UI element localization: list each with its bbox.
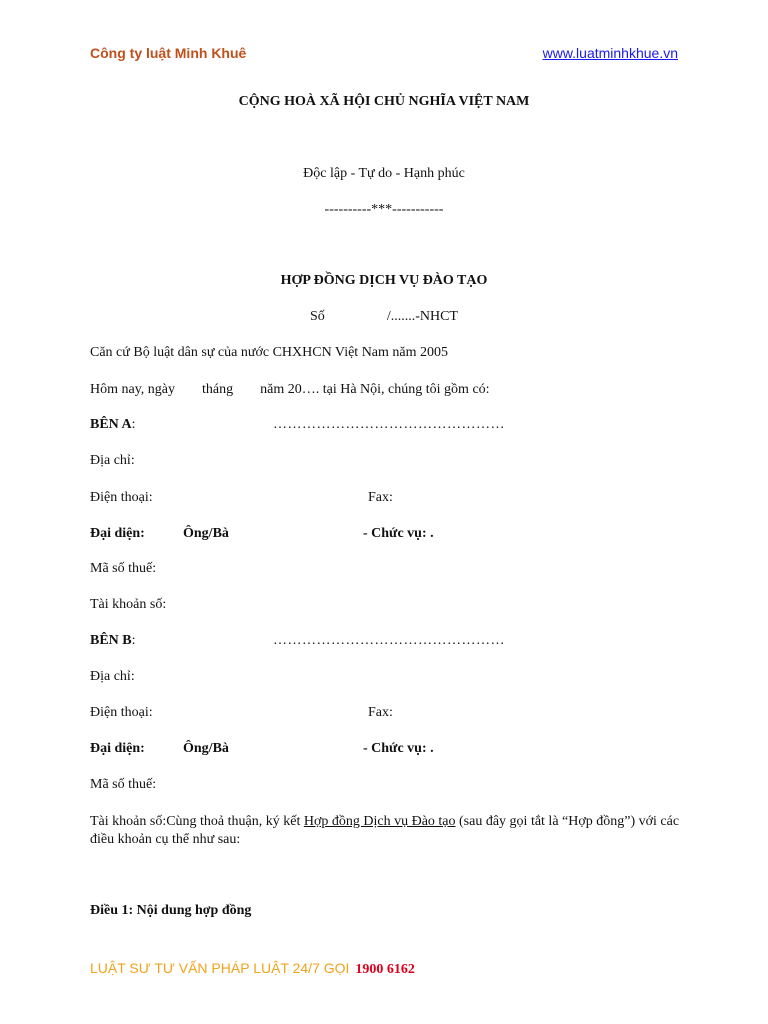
number-suffix: /.......-NHCT xyxy=(386,309,458,324)
date-year-place: năm 20…. tại Hà Nội, chúng tôi gồm có: xyxy=(260,382,490,397)
separator: ----------***----------- xyxy=(324,202,444,217)
party-b-dots: ………………………………………… xyxy=(273,633,505,648)
website-link[interactable]: www.luatminhkhue.vn xyxy=(542,45,678,61)
date-line xyxy=(90,382,490,398)
article-1-heading: Điều 1: Nội dung hợp đồng xyxy=(90,903,252,918)
footer-text: LUẬT SƯ TƯ VẤN PHÁP LUẬT 24/7 GỌI xyxy=(90,960,350,976)
party-a-phone: Điện thoại: xyxy=(90,490,153,505)
party-a-row xyxy=(90,417,690,433)
legal-basis: Căn cứ Bộ luật dân sự của nước CHXHCN Việt Nam năm 2005 xyxy=(90,345,449,360)
footer-hotline xyxy=(90,960,415,978)
contract-title: HỢP ĐỒNG DỊCH VỤ ĐÀO TẠO xyxy=(280,273,488,288)
party-a-rep-name: Ông/Bà xyxy=(183,526,229,541)
nation-title: CỘNG HOÀ XÃ HỘI CHỦ NGHĨA VIỆT NAM xyxy=(238,94,530,109)
party-b-fax: Fax: xyxy=(368,705,393,720)
footer-phone[interactable]: 1900 6162 xyxy=(355,962,415,977)
party-a-phone-row xyxy=(90,490,690,506)
party-a-dots: ………………………………………… xyxy=(273,417,505,432)
party-a-rep-label: Đại diện: xyxy=(90,526,145,541)
party-b-rep-row xyxy=(90,741,690,757)
party-a-colon: : xyxy=(131,417,136,432)
date-day: Hôm nay, ngày xyxy=(90,382,176,397)
party-b-rep-name: Ông/Bà xyxy=(183,741,229,756)
party-a-tax: Mã số thuế: xyxy=(90,561,157,576)
party-b-address: Địa chỉ: xyxy=(90,669,135,684)
agreement-post: (sau đây gọi tắt là “Hợp đồng”) với các điều khoản cụ thể như sau: xyxy=(90,814,680,847)
contract-link[interactable]: Hợp đồng Dịch vụ Đào tạo xyxy=(303,814,456,829)
party-b-rep-label: Đại diện: xyxy=(90,741,145,756)
party-a-position: - Chức vụ: . xyxy=(363,526,434,541)
party-b-colon: : xyxy=(131,633,136,648)
number-label: Số xyxy=(310,309,325,324)
company-name: Công ty luật Minh Khuê xyxy=(90,45,247,61)
party-a-fax: Fax: xyxy=(368,490,393,505)
date-month: tháng xyxy=(202,382,234,397)
party-b-row xyxy=(90,633,690,649)
party-a-rep-row xyxy=(90,526,690,542)
party-a-address: Địa chỉ: xyxy=(90,453,135,468)
party-a-label: BÊN A xyxy=(90,417,132,432)
party-b-position: - Chức vụ: . xyxy=(363,741,434,756)
contract-number xyxy=(0,309,768,325)
party-a-account: Tài khoản số: xyxy=(90,597,167,612)
party-b-tax: Mã số thuế: xyxy=(90,777,157,792)
agreement-paragraph xyxy=(90,813,690,849)
party-b-phone: Điện thoại: xyxy=(90,705,153,720)
party-b-label: BÊN B xyxy=(90,633,132,648)
agreement-pre: Tài khoản số:Cùng thoả thuận, ký kết xyxy=(90,814,304,829)
party-b-phone-row xyxy=(90,705,690,721)
motto: Độc lập - Tự do - Hạnh phúc xyxy=(303,166,465,181)
